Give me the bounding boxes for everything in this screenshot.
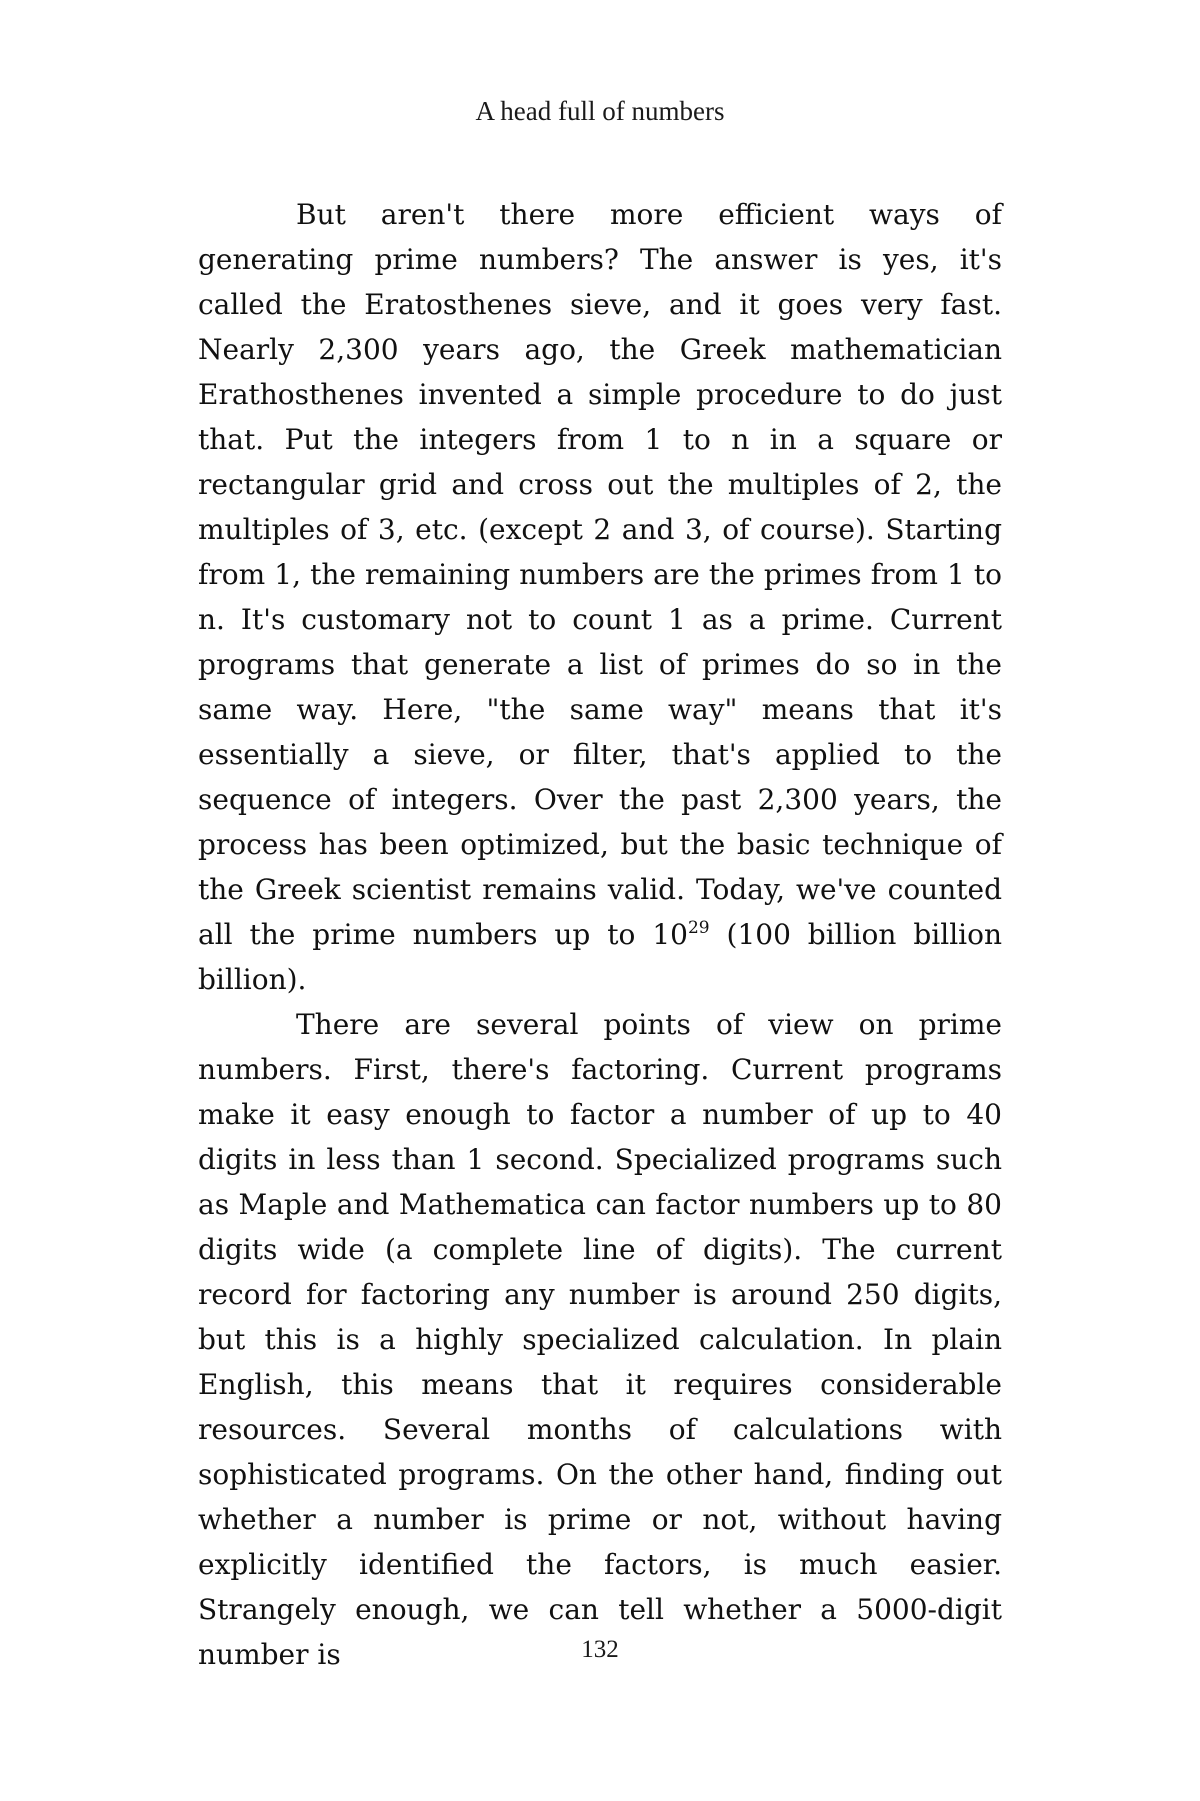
exponent: 29 (687, 918, 710, 938)
paragraph: There are several points of view on prime numbers. First, there's factoring. Current programs make it easy enough to factor a number of up to 40 digits in less than 1 second. Specialized programs such as Maple and Mathematica can factor numbers up to 80 digits wide (a complete line of digits). The current record for factoring any number is around 250 digits, but this is a highly specialized calculation. In plain English, this means that it requires considerable resources. Several months of calculations with sophisticated programs. On the other hand, finding out whether a number is prime or not, without having explicitly identified the factors, is much easier. Strangely enough, we can tell whether a 5000-digit number is (198, 1008, 1002, 1671)
body-text (198, 192, 1002, 1677)
paragraph-text-end: (100 billion billion billion). (198, 918, 1002, 996)
page-number: 132 (581, 1636, 619, 1663)
paragraph-text: But aren't there more efficient ways of generating prime numbers? The answer is yes, it's called the Eratosthenes sieve, and it goes very fast. Nearly 2,300 years ago, the Greek mathematician Erathosthenes invented a simple procedure to do just that. Put the integers from 1 to n in a square or rectangular grid and cross out the multiples of 2, the multiples of 3, etc. (except 2 and 3, of course). Starting from 1, the remaining numbers are the primes from 1 to n. It's customary not to count 1 as a prime. Current programs that generate a list of primes do so in the same way. Here, "the same way" means that it's essentially a sieve, or filter, that's applied to the sequence of integers. Over the past 2,300 years, the process has been optimized, but the basic technique of the Greek scientist remains valid. Today, we've counted all the prime numbers up to 10 (198, 198, 1002, 951)
paragraph (198, 192, 1002, 1002)
running-head: A head full of numbers (475, 96, 725, 126)
